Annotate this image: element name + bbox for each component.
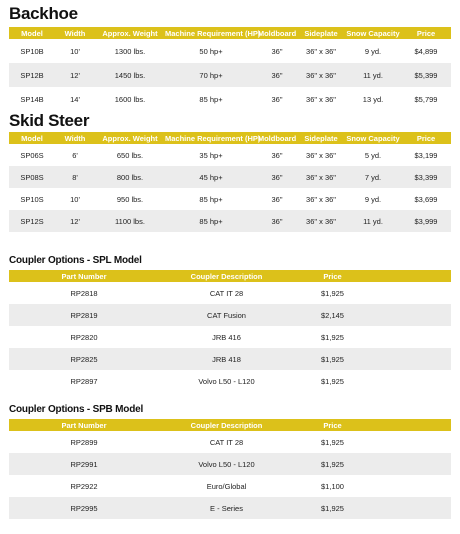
cell-description: CAT IT 28 <box>209 288 244 298</box>
cell-requirement: 45 hp+ <box>199 172 223 182</box>
table-row <box>9 87 451 111</box>
cell-description: CAT IT 28 <box>209 437 244 447</box>
table-row <box>9 210 451 232</box>
cell-price: $3,999 <box>414 216 438 226</box>
cell-weight: 1100 lbs. <box>115 216 145 226</box>
cell-part-number: RP2991 <box>70 459 98 469</box>
cell-description: Volvo L50 - L120 <box>198 376 255 386</box>
table-row <box>9 431 451 453</box>
cell-weight: 800 lbs. <box>116 172 144 182</box>
table-row <box>9 304 451 326</box>
cell-model: SP10S <box>20 194 44 204</box>
cell-moldboard: 36" <box>271 70 283 80</box>
coupler-spl-title: Coupler Options - SPL Model <box>9 255 142 266</box>
cell-requirement: 85 hp+ <box>199 216 223 226</box>
cell-model: SP08S <box>20 172 44 182</box>
cell-part-number: RP2995 <box>70 503 98 513</box>
cell-weight: 950 lbs. <box>116 194 144 204</box>
header-width: Width <box>64 133 86 143</box>
header-snow-capacity: Snow Capacity <box>346 28 400 38</box>
header-price: Price <box>323 420 342 430</box>
table-header-row <box>9 27 451 39</box>
cell-moldboard: 36" <box>271 94 283 104</box>
header-machine-requirement: Machine Requirement (HP) <box>165 28 261 38</box>
header-price: Price <box>416 28 436 38</box>
cell-price: $1,925 <box>321 459 344 469</box>
cell-model: SP10B <box>20 46 44 56</box>
header-weight: Approx. Weight <box>102 28 158 38</box>
cell-description: Euro/Global <box>206 481 247 491</box>
header-width: Width <box>64 28 86 38</box>
cell-width: 12' <box>70 216 80 226</box>
header-price: Price <box>323 271 342 281</box>
cell-part-number: RP2922 <box>70 481 98 491</box>
cell-price: $3,699 <box>414 194 438 204</box>
cell-moldboard: 36" <box>271 172 283 182</box>
cell-moldboard: 36" <box>271 46 283 56</box>
header-moldboard: Moldboard <box>257 28 297 38</box>
cell-description: E - Series <box>210 503 243 513</box>
cell-part-number: RP2820 <box>70 332 98 342</box>
cell-description: JRB 418 <box>212 354 241 364</box>
cell-width: 10' <box>70 46 80 56</box>
cell-description: Volvo L50 - L120 <box>198 459 255 469</box>
cell-part-number: RP2819 <box>70 310 98 320</box>
table-row <box>9 39 451 63</box>
coupler-spb-table <box>9 419 451 519</box>
header-spacer <box>371 270 451 282</box>
cell-snow-capacity: 11 yd. <box>363 70 383 80</box>
table-row <box>9 453 451 475</box>
table-row <box>9 63 451 87</box>
cell-weight: 650 lbs. <box>116 150 144 160</box>
header-model: Model <box>21 28 43 38</box>
table-header-row <box>9 132 451 144</box>
header-machine-requirement: Machine Requirement (HP) <box>165 133 261 143</box>
cell-weight: 1600 lbs. <box>114 94 146 104</box>
cell-price: $3,399 <box>414 172 438 182</box>
cell-model: SP14B <box>20 94 44 104</box>
cell-snow-capacity: 9 yd. <box>364 194 382 204</box>
cell-moldboard: 36" <box>271 216 283 226</box>
cell-part-number: RP2818 <box>70 288 98 298</box>
backhoe-title: Backhoe <box>9 4 78 23</box>
header-model: Model <box>21 133 43 143</box>
cell-description: CAT Fusion <box>207 310 246 320</box>
cell-part-number: RP2899 <box>70 437 98 447</box>
cell-model: SP12B <box>20 70 44 80</box>
cell-price: $1,925 <box>321 354 344 364</box>
header-sideplate: Sideplate <box>304 133 338 143</box>
cell-model: SP06S <box>20 150 44 160</box>
cell-moldboard: 36" <box>271 150 283 160</box>
cell-sideplate: 36" x 36" <box>306 194 336 204</box>
cell-part-number: RP2825 <box>70 354 98 364</box>
cell-width: 10' <box>70 194 80 204</box>
cell-requirement: 70 hp+ <box>199 70 223 80</box>
coupler-spl-table <box>9 270 451 392</box>
cell-snow-capacity: 7 yd. <box>364 172 382 182</box>
header-coupler-description: Coupler Description <box>190 271 263 281</box>
table-header-row <box>9 419 451 431</box>
cell-moldboard: 36" <box>271 194 283 204</box>
table-header-row <box>9 270 451 282</box>
backhoe-table <box>9 27 451 111</box>
table-row <box>9 326 451 348</box>
cell-snow-capacity: 13 yd. <box>362 94 384 104</box>
cell-price: $5,399 <box>414 70 438 80</box>
header-moldboard: Moldboard <box>257 133 297 143</box>
table-row <box>9 166 451 188</box>
cell-price: $1,925 <box>321 503 344 513</box>
cell-snow-capacity: 9 yd. <box>364 46 382 56</box>
cell-sideplate: 36" x 36" <box>306 172 336 182</box>
header-spacer <box>371 419 451 431</box>
cell-price: $1,925 <box>321 332 344 342</box>
header-weight: Approx. Weight <box>102 133 158 143</box>
header-coupler-description: Coupler Description <box>190 420 263 430</box>
table-row <box>9 188 451 210</box>
coupler-spb-title: Coupler Options - SPB Model <box>9 404 144 415</box>
header-sideplate: Sideplate <box>304 28 338 38</box>
cell-price: $4,899 <box>414 46 438 56</box>
skid-steer-table <box>9 132 451 232</box>
cell-sideplate: 36" x 36" <box>306 94 336 104</box>
table-row <box>9 370 451 392</box>
header-price: Price <box>416 133 436 143</box>
table-row <box>9 282 451 304</box>
cell-sideplate: 36" x 36" <box>306 46 336 56</box>
cell-price: $3,199 <box>414 150 438 160</box>
cell-requirement: 85 hp+ <box>199 194 223 204</box>
cell-price: $1,925 <box>321 437 344 447</box>
cell-part-number: RP2897 <box>70 376 98 386</box>
cell-requirement: 85 hp+ <box>199 94 223 104</box>
cell-width: 14' <box>70 94 80 104</box>
cell-price: $1,100 <box>321 481 344 491</box>
table-row <box>9 144 451 166</box>
cell-width: 8' <box>72 172 78 182</box>
header-snow-capacity: Snow Capacity <box>346 133 400 143</box>
cell-width: 12' <box>70 70 80 80</box>
cell-price: $1,925 <box>321 376 344 386</box>
cell-sideplate: 36" x 36" <box>306 216 336 226</box>
cell-sideplate: 36" x 36" <box>306 70 336 80</box>
cell-weight: 1300 lbs. <box>114 46 146 56</box>
table-row <box>9 475 451 497</box>
cell-width: 6' <box>72 150 78 160</box>
cell-requirement: 50 hp+ <box>199 46 223 56</box>
cell-model: SP12S <box>20 216 44 226</box>
cell-price: $1,925 <box>321 288 344 298</box>
header-part-number: Part Number <box>61 420 107 430</box>
cell-sideplate: 36" x 36" <box>306 150 336 160</box>
cell-price: $2,145 <box>321 310 344 320</box>
table-row <box>9 497 451 519</box>
cell-price: $5,799 <box>414 94 438 104</box>
table-row <box>9 348 451 370</box>
cell-snow-capacity: 11 yd. <box>363 216 383 226</box>
cell-description: JRB 416 <box>212 332 241 342</box>
cell-weight: 1450 lbs. <box>114 70 146 80</box>
cell-requirement: 35 hp+ <box>199 150 223 160</box>
cell-snow-capacity: 5 yd. <box>364 150 382 160</box>
skid-steer-title: Skid Steer <box>9 111 90 130</box>
header-part-number: Part Number <box>61 271 107 281</box>
